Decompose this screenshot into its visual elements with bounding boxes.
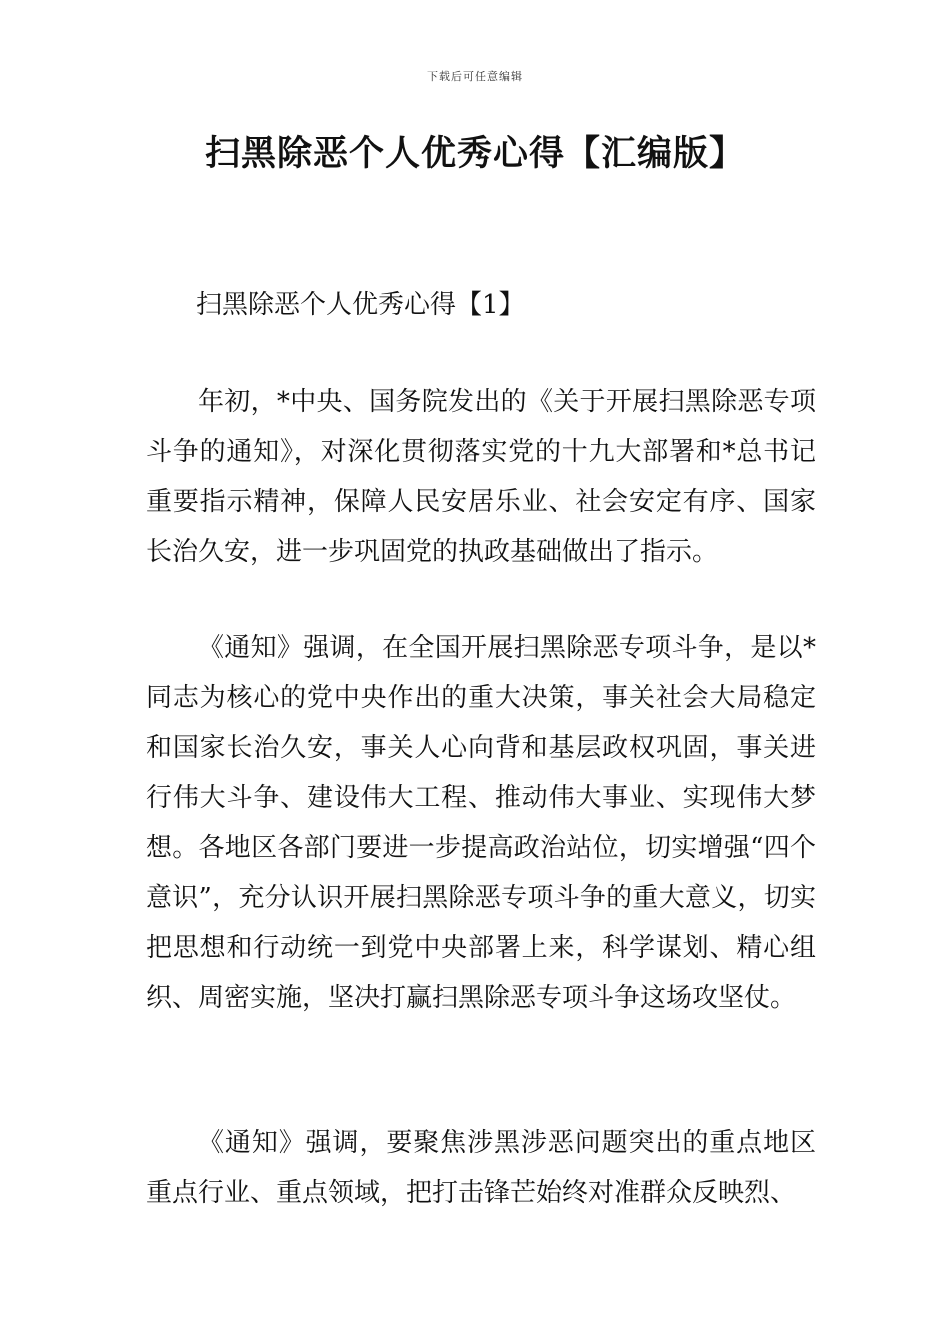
- document-title: 扫黑除恶个人优秀心得【汇编版】: [204, 134, 745, 174]
- body-paragraph: 《通知》强调，要聚焦涉黑涉恶问题突出的重点地区重点行业、重点领域，把打击锋芒始终对准群众反映烈、: [146, 1128, 816, 1208]
- body-paragraph: 年初，*中央、国务院发出的《关于开展扫黑除恶专项斗争的通知》，对深化贯彻落实党的十九大部署和*总书记重要指示精神，保障人民安居乐业、社会安定有序、国家长治久安，进一步巩固党的执政基础做出了指示。: [146, 387, 816, 567]
- section-heading: 扫黑除恶个人优秀心得【1】: [196, 290, 525, 320]
- header-note: 下载后可任意编辑: [427, 70, 523, 83]
- body-paragraph: 《通知》强调，在全国开展扫黑除恶专项斗争，是以*同志为核心的党中央作出的重大决策，事关社会大局稳定和国家长治久安，事关人心向背和基层政权巩固，事关进行伟大斗争、建设伟大工程、推动伟大事业、实现伟大梦想。各地区各部门要进一步提高政治站位，切实增强“四个意识”，充分认识开展扫黑除恶专项斗争的重大意义，切实把思想和行动统一到党中央部署上来，科学谋划、精心组织、周密实施，坚决打赢扫黑除恶专项斗争这场攻坚仗。: [146, 633, 816, 1013]
